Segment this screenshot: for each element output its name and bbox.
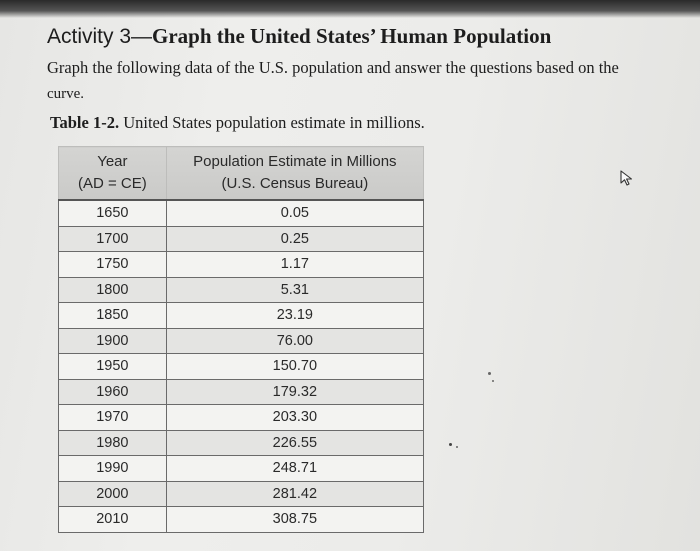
population-cell: 308.75 (166, 507, 423, 533)
population-cell: 248.71 (166, 456, 423, 482)
population-table (58, 146, 424, 533)
population-cell: 76.00 (166, 328, 423, 354)
photo-top-edge (0, 0, 700, 18)
instructions-line-1: Graph the following data of the U.S. population and answer the questions based on the (47, 58, 619, 77)
population-cell: 281.42 (166, 481, 423, 507)
table-row (59, 354, 424, 380)
year-cell: 1700 (59, 226, 167, 252)
table-row (59, 226, 424, 252)
table-row (59, 277, 424, 303)
population-cell: 0.25 (166, 226, 423, 252)
mouse-pointer-icon (618, 168, 638, 188)
activity-heading (47, 24, 551, 49)
paper-speck (456, 446, 458, 448)
year-cell: 1850 (59, 303, 167, 329)
population-cell: 1.17 (166, 252, 423, 278)
year-cell: 2000 (59, 481, 167, 507)
year-cell: 1900 (59, 328, 167, 354)
table-caption-text: United States population estimate in millions. (119, 113, 425, 132)
population-cell: 5.31 (166, 277, 423, 303)
year-cell: 2010 (59, 507, 167, 533)
table-header-row (59, 147, 424, 201)
population-cell: 23.19 (166, 303, 423, 329)
year-cell: 1990 (59, 456, 167, 482)
activity-title: Graph the United States’ Human Population (152, 24, 552, 48)
table-row (59, 200, 424, 226)
header-population-line-2: (U.S. Census Bureau) (221, 175, 369, 192)
population-cell: 0.05 (166, 200, 423, 226)
header-year-line-1: Year (97, 153, 128, 170)
header-year (59, 147, 167, 201)
paper-speck (449, 443, 452, 446)
table-row (59, 379, 424, 405)
year-cell: 1970 (59, 405, 167, 431)
table-row (59, 405, 424, 431)
year-cell: 1750 (59, 252, 167, 278)
table-row (59, 456, 424, 482)
table-body (59, 200, 424, 532)
table-row (59, 303, 424, 329)
activity-number: Activity 3— (47, 25, 153, 48)
population-cell: 226.55 (166, 430, 423, 456)
year-cell: 1950 (59, 354, 167, 380)
header-population (166, 147, 423, 201)
table-row (59, 481, 424, 507)
year-cell: 1960 (59, 379, 167, 405)
population-cell: 203.30 (166, 405, 423, 431)
paper-speck (492, 380, 494, 382)
population-cell: 179.32 (166, 379, 423, 405)
table-row (59, 252, 424, 278)
year-cell: 1980 (59, 430, 167, 456)
table-row (59, 507, 424, 533)
table-caption (50, 113, 425, 133)
paper-speck (488, 372, 491, 375)
table-caption-label: Table 1-2. (50, 113, 120, 132)
header-year-line-2: (AD = CE) (77, 175, 147, 192)
header-population-line-1: Population Estimate in Millions (193, 153, 397, 170)
instructions (47, 54, 677, 108)
table-row (59, 430, 424, 456)
population-cell: 150.70 (166, 354, 423, 380)
instructions-line-2: curve. (47, 86, 85, 102)
year-cell: 1650 (59, 200, 167, 226)
table-row (59, 328, 424, 354)
year-cell: 1800 (59, 277, 167, 303)
